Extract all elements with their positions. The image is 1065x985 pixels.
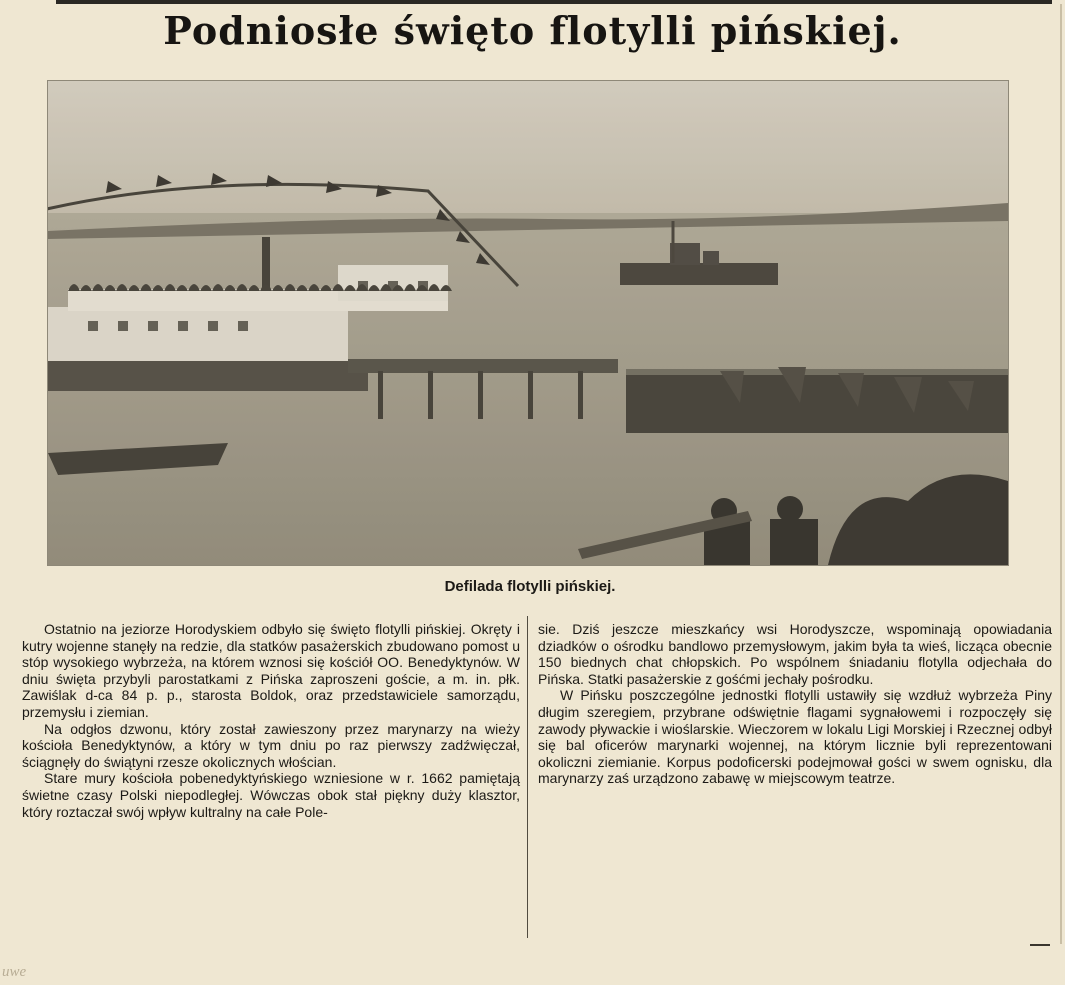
article-paragraph: Stare mury kościoła pobenedyktyńskiego wzniesione w r. 1662 pamiętają świetne czasy Polski niepodległej. Wówczas obok stał piękny duży klasztor, który roztaczał swój wpływ kultralny na całe Pole- bbox=[22, 770, 520, 820]
column-edge-rule bbox=[1060, 4, 1062, 944]
column-divider bbox=[527, 616, 528, 938]
article-headline: Podniosłe święto flotylli pińskiej. bbox=[163, 8, 902, 53]
article-paragraph: W Pińsku poszczególne jednostki flotylli ustawiły się wzdłuż wybrzeża Piny długim szeregiem, przybrane odświętnie flagami sygnałowemi i rozpoczęły się zawody pływackie i wioślarskie. Wieczorem w lokalu Ligi Morskiej i Rzecznej odbył się bal oficerów marynarki wojennej, na którym licznie byli reprezentowani okoliczni ziemianie. Korpus podoficerski podejmował gości w swem ognisku, dla marynarzy zaś urządzono zabawę w miejscowym teatrze. bbox=[538, 687, 1052, 787]
photo-caption: Defilada flotylli pińskiej. bbox=[444, 578, 616, 595]
top-rule bbox=[56, 0, 1052, 4]
marginalia-note: uwe bbox=[2, 964, 27, 980]
article-paragraph: Ostatnio na jeziorze Horodyskiem odbyło się święto flotylli pińskiej. Okręty i kutry wojenne stanęły na redzie, dla statków pasażerskich zbudowano pomost u stóp wysokiego wybrzeża, na którem wznosi się kościół OO. Benedyktynów. W dniu święta przybyli parostatkami z Pińska zaproszeni goście, a m. in. płk. Zawiślak d-ca 84 p. p., starosta Boldok, oraz przedstawiciele samorządu, przemysłu i ziemian. bbox=[22, 621, 520, 720]
bottom-rule bbox=[1030, 944, 1050, 946]
article-photo bbox=[47, 80, 1009, 566]
article-column-right bbox=[538, 621, 1052, 787]
article-paragraph: sie. Dziś jeszcze mieszkańcy wsi Horodyszcze, wspominają opowiadania dziadków o ośrodku bandlowo przemysłowym, jakim była ta wieś, licząca obecnie 150 biednych chat chłopskich. Po wspólnem śniadaniu flotylla odjechała do Pińska. Statki pasażerskie z gośćmi jechały pośrodku. bbox=[538, 621, 1052, 687]
article-paragraph: Na odgłos dzwonu, który został zawieszony przez marynarzy na wieży kościoła Benedyktynów, a który w tym dniu po raz pierwszy zadźwięczał, ściągnęły do świątyni rzesze okolicznych włościan. bbox=[22, 720, 520, 770]
article-column-left bbox=[22, 621, 520, 820]
